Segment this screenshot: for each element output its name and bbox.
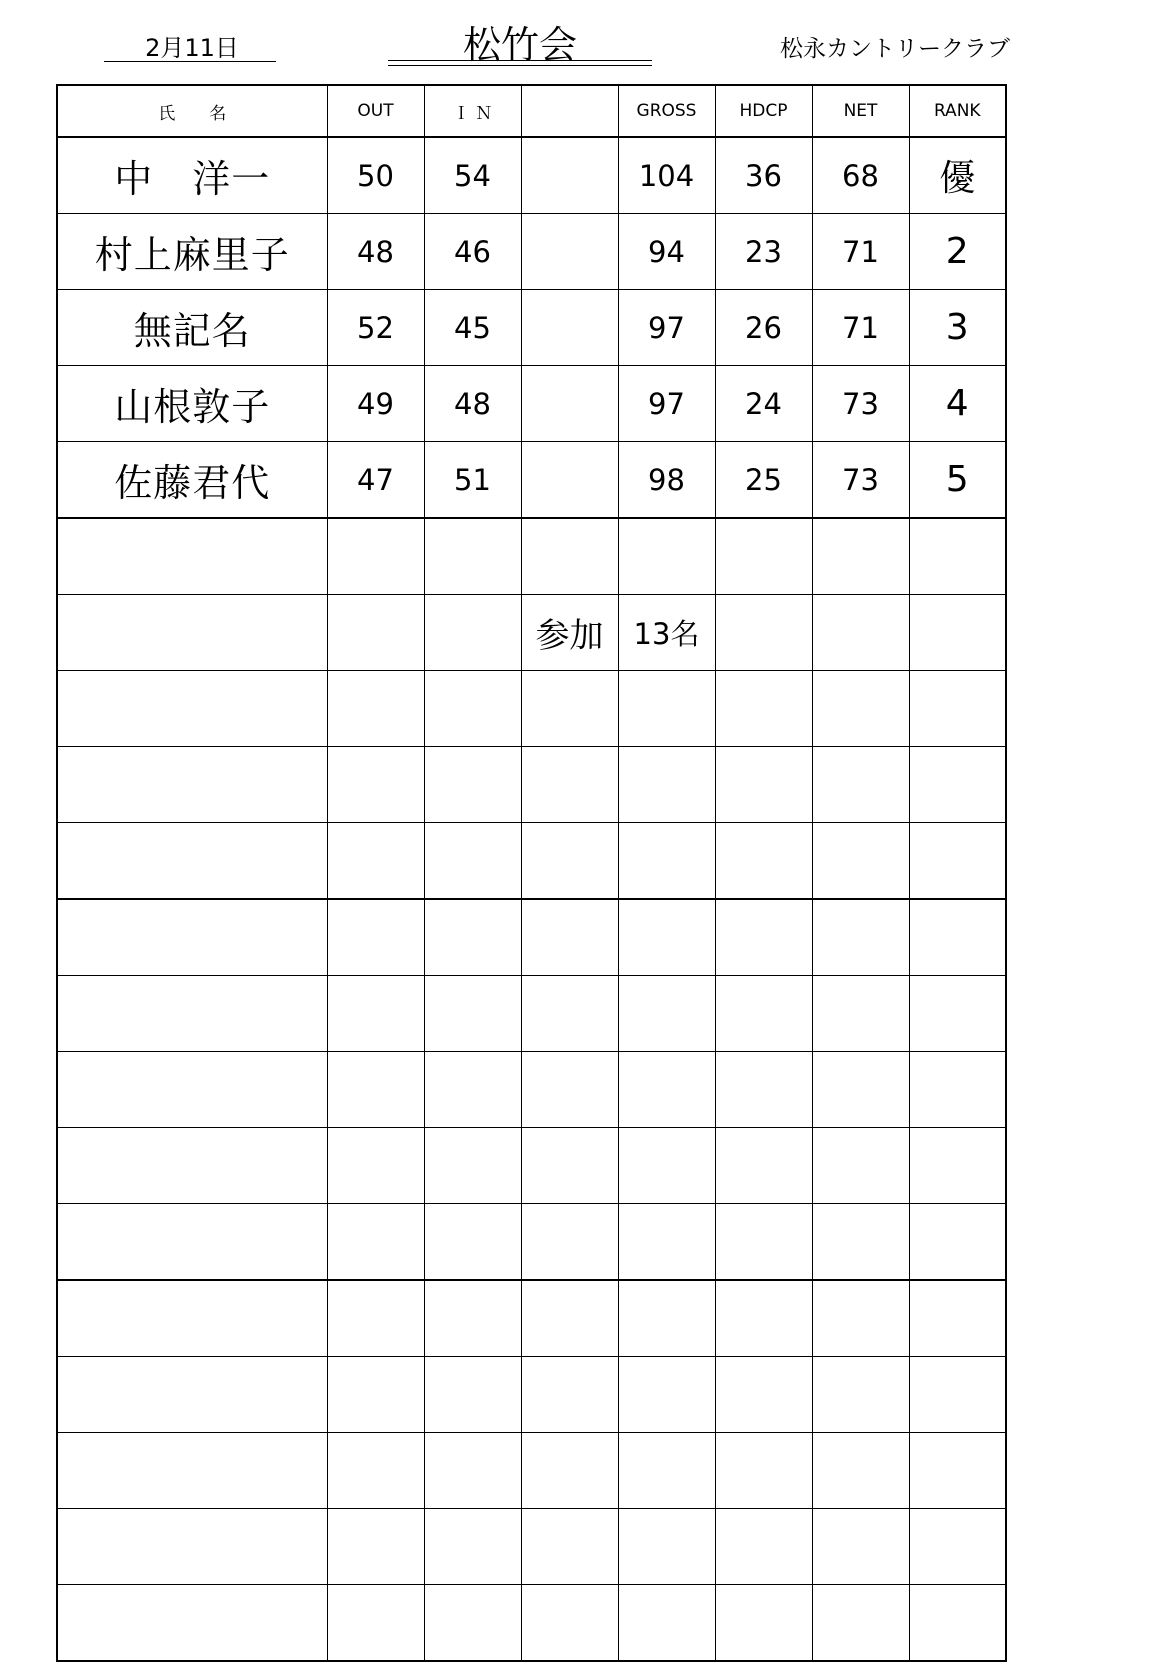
club-name: 松永カントリークラブ	[780, 36, 1010, 62]
empty-row	[57, 1509, 1006, 1585]
col-header-name: 氏 名	[57, 85, 327, 137]
col-header-gross: GROSS	[618, 85, 715, 137]
empty-row	[57, 823, 1006, 900]
participant-count: 13名	[618, 595, 715, 671]
col-header-blank	[521, 85, 618, 137]
hdcp-value: 26	[715, 290, 812, 366]
header-row	[57, 85, 1006, 137]
in-score: 54	[424, 137, 521, 214]
empty-row	[57, 976, 1006, 1052]
out-score: 49	[327, 366, 424, 442]
net-score: 71	[812, 214, 909, 290]
out-score: 48	[327, 214, 424, 290]
in-score: 46	[424, 214, 521, 290]
blank-cell	[521, 137, 618, 214]
rank-value: 4	[909, 366, 1006, 442]
empty-row	[57, 1280, 1006, 1357]
player-name: 中 洋一	[57, 137, 327, 214]
rank-value: 優	[909, 137, 1006, 214]
out-score: 52	[327, 290, 424, 366]
table-row	[57, 366, 1006, 442]
gross-score: 104	[618, 137, 715, 214]
player-name: 山根敦子	[57, 366, 327, 442]
participation-label: 参加	[521, 595, 618, 671]
blank-cell	[521, 366, 618, 442]
hdcp-value: 24	[715, 366, 812, 442]
empty-row	[57, 518, 1006, 595]
gross-score: 97	[618, 290, 715, 366]
net-score: 73	[812, 442, 909, 519]
net-score: 73	[812, 366, 909, 442]
col-header-out: OUT	[327, 85, 424, 137]
net-score: 68	[812, 137, 909, 214]
empty-row	[57, 671, 1006, 747]
col-header-net: NET	[812, 85, 909, 137]
gross-score: 98	[618, 442, 715, 519]
table-row	[57, 137, 1006, 214]
out-score: 50	[327, 137, 424, 214]
score-table	[56, 84, 1007, 1662]
table-row	[57, 214, 1006, 290]
event-title: 松竹会	[462, 23, 577, 67]
gross-score: 94	[618, 214, 715, 290]
out-score: 47	[327, 442, 424, 519]
col-header-rank: RANK	[909, 85, 1006, 137]
empty-row	[57, 1204, 1006, 1281]
hdcp-value: 25	[715, 442, 812, 519]
date-underline	[104, 61, 276, 62]
empty-row	[57, 1433, 1006, 1509]
player-name: 無記名	[57, 290, 327, 366]
blank-cell	[521, 290, 618, 366]
empty-row	[57, 1585, 1006, 1662]
rank-value: 2	[909, 214, 1006, 290]
hdcp-value: 23	[715, 214, 812, 290]
net-score: 71	[812, 290, 909, 366]
table-row	[57, 442, 1006, 519]
empty-row	[57, 1128, 1006, 1204]
title-double-underline	[388, 65, 652, 66]
col-header-hdcp: HDCP	[715, 85, 812, 137]
player-name: 佐藤君代	[57, 442, 327, 519]
in-score: 48	[424, 366, 521, 442]
empty-row	[57, 1357, 1006, 1433]
hdcp-value: 36	[715, 137, 812, 214]
title-underline	[388, 60, 652, 61]
rank-value: 3	[909, 290, 1006, 366]
empty-row	[57, 747, 1006, 823]
gross-score: 97	[618, 366, 715, 442]
participation-row	[57, 595, 1006, 671]
event-date: 2月11日	[145, 34, 239, 62]
in-score: 51	[424, 442, 521, 519]
in-score: 45	[424, 290, 521, 366]
blank-cell	[521, 214, 618, 290]
col-header-in: Ｉ Ｎ	[424, 85, 521, 137]
blank-cell	[521, 442, 618, 519]
empty-row	[57, 1052, 1006, 1128]
rank-value: 5	[909, 442, 1006, 519]
player-name: 村上麻里子	[57, 214, 327, 290]
empty-row	[57, 899, 1006, 976]
table-row	[57, 290, 1006, 366]
